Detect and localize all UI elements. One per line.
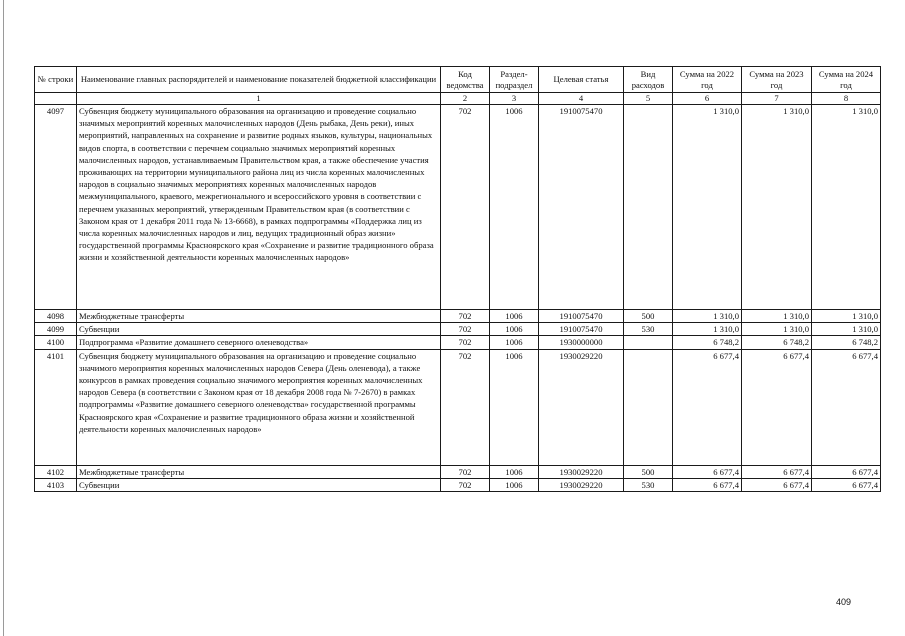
column-number-row	[35, 93, 881, 105]
row-number-cell: 4101	[35, 349, 77, 465]
budget-table	[34, 66, 881, 492]
table-row	[35, 465, 881, 478]
department-code-cell: 702	[441, 336, 490, 349]
target-item-cell: 1910075470	[539, 105, 624, 310]
row-name-cell: Подпрограмма «Развитие домашнего северного оленеводства»	[77, 336, 441, 349]
target-item-cell: 1930000000	[539, 336, 624, 349]
row-name-cell	[77, 105, 441, 310]
header-sum-2024: Сумма на 2024 год	[812, 67, 881, 93]
row-number-cell: 4099	[35, 323, 77, 336]
section-cell: 1006	[490, 465, 539, 478]
sum-2022-cell: 6 677,4	[673, 465, 742, 478]
row-name-text: Субвенция бюджету муниципального образования на организацию и проведение социально значимых мероприятий коренных малочисленных народов (День рыбака, День реки), иных мероприятий, направленных на сохранение и развитие родных языков, культуры, национальных видов спорта, в соответствии с перечнем социально значимых мероприятий коренных малочисленных народов, устанавливаемым Правительством края, а также обеспечение участия проживающих на территории муниципального района лиц из числа коренных малочисленных народов в социально значимых мероприятиях коренных малочисленных народов межмуниципального, краевого, межрегионального и всероссийского уровня в соответствии с перечнем указанных мероприятий, утвержденным Правительством края (в соответствии с Законом края от 1 декабря 2011 года № 13-6668), в рамках подпрограммы «Поддержка лиц из числа коренных малочисленных народов и лиц, ведущих традиционный образ жизни» государственной программы Красноярского края «Сохранение и развитие традиционного образа жизни и хозяйственной деятельности коренных малочисленных народов»	[79, 106, 434, 263]
header-sum-2022: Сумма на 2022 год	[673, 67, 742, 93]
target-item-cell: 1910075470	[539, 310, 624, 323]
row-number-cell: 4098	[35, 310, 77, 323]
expense-type-cell	[624, 105, 673, 310]
header-sum-2023: Сумма на 2023 год	[742, 67, 812, 93]
sum-2024-cell: 6 677,4	[812, 478, 881, 491]
sum-2023-cell: 1 310,0	[742, 105, 812, 310]
section-cell: 1006	[490, 323, 539, 336]
sum-2023-cell: 6 677,4	[742, 478, 812, 491]
sum-2023-cell: 6 677,4	[742, 465, 812, 478]
sum-2024-cell: 1 310,0	[812, 310, 881, 323]
sum-2023-cell: 1 310,0	[742, 323, 812, 336]
scan-edge-line	[3, 0, 4, 636]
sum-2022-cell: 1 310,0	[673, 323, 742, 336]
sum-2024-cell: 6 677,4	[812, 465, 881, 478]
table-row	[35, 478, 881, 491]
table-row	[35, 105, 881, 310]
column-number: 7	[742, 93, 812, 105]
section-cell: 1006	[490, 336, 539, 349]
department-code-cell: 702	[441, 478, 490, 491]
table-row	[35, 349, 881, 465]
column-number: 4	[539, 93, 624, 105]
header-name: Наименование главных распорядителей и наименование показателей бюджетной классификации	[77, 67, 441, 93]
row-number-cell: 4103	[35, 478, 77, 491]
column-number: 2	[441, 93, 490, 105]
row-number-cell: 4102	[35, 465, 77, 478]
row-name-cell: Субвенции	[77, 478, 441, 491]
column-number: 1	[77, 93, 441, 105]
table-row	[35, 323, 881, 336]
sum-2024-cell: 1 310,0	[812, 105, 881, 310]
header-section: Раздел-подраздел	[490, 67, 539, 93]
section-cell: 1006	[490, 349, 539, 465]
row-name-cell: Межбюджетные трансферты	[77, 310, 441, 323]
section-cell: 1006	[490, 478, 539, 491]
sum-2022-cell: 6 677,4	[673, 478, 742, 491]
expense-type-cell	[624, 336, 673, 349]
sum-2022-cell: 1 310,0	[673, 310, 742, 323]
column-number: 6	[673, 93, 742, 105]
sum-2022-cell: 6 748,2	[673, 336, 742, 349]
header-expense-type: Вид расходов	[624, 67, 673, 93]
sum-2023-cell: 6 677,4	[742, 349, 812, 465]
department-code-cell: 702	[441, 323, 490, 336]
department-code-cell: 702	[441, 105, 490, 310]
target-item-cell: 1930029220	[539, 349, 624, 465]
sum-2024-cell: 1 310,0	[812, 323, 881, 336]
table-header-row	[35, 67, 881, 93]
row-number-cell: 4097	[35, 105, 77, 310]
sum-2022-cell: 6 677,4	[673, 349, 742, 465]
expense-type-cell: 500	[624, 310, 673, 323]
row-name-cell: Межбюджетные трансферты	[77, 465, 441, 478]
table-row	[35, 336, 881, 349]
target-item-cell: 1930029220	[539, 478, 624, 491]
department-code-cell: 702	[441, 349, 490, 465]
expense-type-cell	[624, 349, 673, 465]
sum-2023-cell: 1 310,0	[742, 310, 812, 323]
sum-2024-cell: 6 677,4	[812, 349, 881, 465]
department-code-cell: 702	[441, 465, 490, 478]
sum-2024-cell: 6 748,2	[812, 336, 881, 349]
row-name-cell: Субвенция бюджету муниципального образования на организацию и проведение социально значимого мероприятия коренных малочисленных народов Севера (День оленевода), а также конкурсов в рамках проведения социально значимого мероприятия коренных малочисленных народов Севера (в соответствии с Законом края от 18 декабря 2008 года № 7-2670) в рамках подпрограммы «Развитие домашнего северного оленеводства» государственной программы Красноярского края «Сохранение и развитие традиционного образа жизни и хозяйственной деятельности коренных малочисленных народов»	[77, 349, 441, 465]
page-number: 409	[836, 597, 852, 607]
row-number-cell: 4100	[35, 336, 77, 349]
column-number: 5	[624, 93, 673, 105]
expense-type-cell: 500	[624, 465, 673, 478]
table-row	[35, 310, 881, 323]
header-target-item: Целевая статья	[539, 67, 624, 93]
column-number: 8	[812, 93, 881, 105]
expense-type-cell: 530	[624, 323, 673, 336]
row-name-cell: Субвенции	[77, 323, 441, 336]
column-number	[35, 93, 77, 105]
section-cell: 1006	[490, 310, 539, 323]
sum-2022-cell: 1 310,0	[673, 105, 742, 310]
header-row-number: № строки	[35, 67, 77, 93]
expense-type-cell: 530	[624, 478, 673, 491]
section-cell: 1006	[490, 105, 539, 310]
header-department-code: Код ведомства	[441, 67, 490, 93]
sum-2023-cell: 6 748,2	[742, 336, 812, 349]
target-item-cell: 1910075470	[539, 323, 624, 336]
column-number: 3	[490, 93, 539, 105]
target-item-cell: 1930029220	[539, 465, 624, 478]
department-code-cell: 702	[441, 310, 490, 323]
